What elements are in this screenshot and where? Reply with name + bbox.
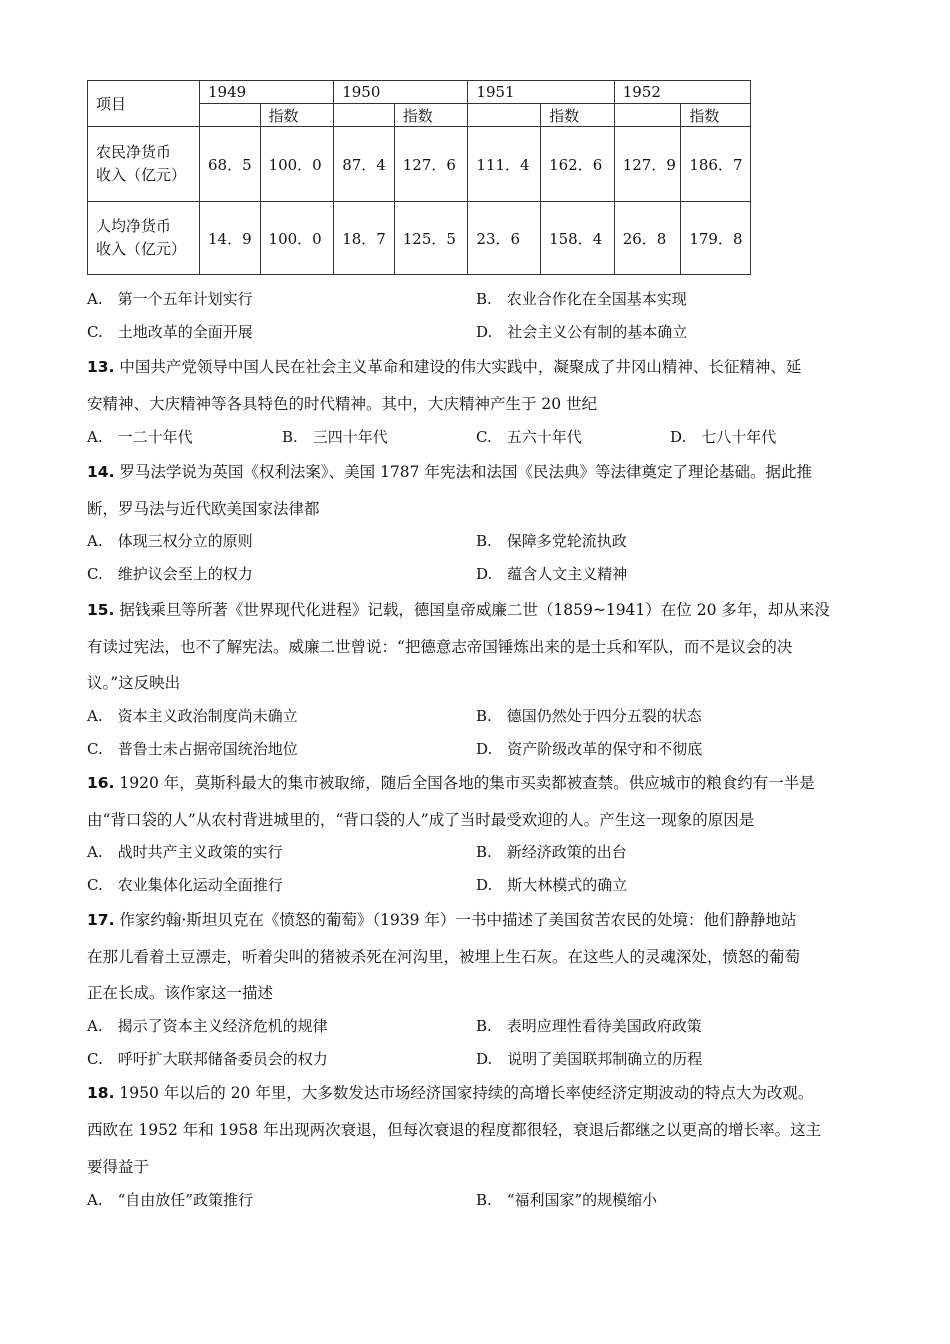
q15-stem-line-3: 议。”这反映出 — [87, 674, 181, 692]
q12-option-c: C. 土地改革的全面开展 — [87, 323, 253, 341]
q15-option-c: C. 普鲁士未占据帝国统治地位 — [87, 740, 298, 758]
q12-option-a: A. 第一个五年计划实行 — [87, 290, 253, 308]
q15-option-b: B. 德国仍然处于四分五裂的状态 — [476, 707, 702, 725]
q12-option-b: B. 农业合作化在全国基本实现 — [476, 290, 687, 308]
index-header: 指数 — [541, 104, 615, 127]
q15-stem-line-1: 15. 据钱乘旦等所著《世界现代化进程》记载，德国皇帝威廉二世（1859~1941）在位 20 多年，却从来没 — [87, 601, 830, 619]
year-1951: 1951 — [468, 81, 614, 104]
q18-option-b: B. “福利国家”的规模缩小 — [476, 1191, 658, 1209]
q17-stem-line-3: 正在长成。该作家这一描述 — [87, 984, 274, 1002]
table-cell: 158．4 — [541, 202, 615, 275]
q17-option-a: A. 揭示了资本主义经济危机的规律 — [87, 1017, 328, 1035]
table-cell: 127．6 — [394, 127, 468, 202]
q13-option-d: D. 七八十年代 — [670, 428, 777, 446]
q14-option-c: C. 维护议会至上的权力 — [87, 565, 253, 583]
header-item: 项目 — [88, 81, 200, 127]
table-cell: 14．9 — [200, 202, 261, 275]
table-cell: 162．6 — [541, 127, 615, 202]
row-label: 人均净货币 收入（亿元） — [88, 202, 200, 275]
q14-option-a: A. 体现三权分立的原则 — [87, 532, 253, 550]
q18-stem-line-2: 西欧在 1952 年和 1958 年出现两次衰退，但每次衰退的程度都很轻，衰退后都继之以更高的增长率。这主 — [87, 1121, 822, 1139]
row-label: 农民净货币 收入（亿元） — [88, 127, 200, 202]
table-cell: 100．0 — [260, 127, 334, 202]
q16-stem-line-2: 由“背口袋的人”从农村背进城里的，“背口袋的人”成了当时最受欢迎的人。产生这一现象的原因是 — [87, 811, 755, 829]
q14-stem-line-1: 14. 罗马法学说为英国《权利法案》、美国 1787 年宪法和法国《民法典》等法律奠定了理论基础。据此推 — [87, 463, 812, 481]
q18-stem-line-1: 18. 1950 年以后的 20 年里，大多数发达市场经济国家持续的高增长率使经济定期波动的特点大为改观。 — [87, 1084, 814, 1102]
q16-option-b: B. 新经济政策的出台 — [476, 843, 627, 861]
q17-option-c: C. 呼吁扩大联邦储备委员会的权力 — [87, 1050, 328, 1068]
q14-option-d: D. 蕴含人文主义精神 — [476, 565, 628, 583]
q15-option-a: A. 资本主义政治制度尚未确立 — [87, 707, 298, 725]
q15-stem-line-2: 有读过宪法，也不了解宪法。威廉二世曾说：“把德意志帝国锤炼出来的是士兵和军队，而不是议会的决 — [87, 638, 793, 656]
table-cell: 23．6 — [468, 202, 541, 275]
table-cell: 26．8 — [614, 202, 681, 275]
q13-option-a: A. 一二十年代 — [87, 428, 193, 446]
table-cell: 111．4 — [468, 127, 541, 202]
q16-option-c: C. 农业集体化运动全面推行 — [87, 876, 283, 894]
q18-option-a: A. “自由放任”政策推行 — [87, 1191, 253, 1209]
q16-option-a: A. 战时共产主义政策的实行 — [87, 843, 283, 861]
q13-option-b: B. 三四十年代 — [282, 428, 388, 446]
table-cell: 179．8 — [681, 202, 751, 275]
year-1952: 1952 — [614, 81, 750, 104]
q13-option-c: C. 五六十年代 — [476, 428, 582, 446]
table-row — [88, 127, 751, 202]
index-header: 指数 — [394, 104, 468, 127]
table-cell: 87．4 — [334, 127, 395, 202]
table-row — [88, 202, 751, 275]
table-cell: 125．5 — [394, 202, 468, 275]
year-1949: 1949 — [200, 81, 334, 104]
index-header: 指数 — [260, 104, 334, 127]
q16-stem-line-1: 16. 1920 年，莫斯科最大的集市被取缔，随后全国各地的集市买卖都被查禁。供应城市的粮食约有一半是 — [87, 774, 815, 792]
table-cell: 127．9 — [614, 127, 681, 202]
income-table — [87, 80, 751, 275]
q12-option-d: D. 社会主义公有制的基本确立 — [476, 323, 688, 341]
q14-option-b: B. 保障多党轮流执政 — [476, 532, 627, 550]
table-cell: 18．7 — [334, 202, 395, 275]
q17-option-b: B. 表明应理性看待美国政府政策 — [476, 1017, 702, 1035]
q17-option-d: D. 说明了美国联邦制确立的历程 — [476, 1050, 703, 1068]
q13-stem-line-2: 安精神、大庆精神等各具特色的时代精神。其中，大庆精神产生于 20 世纪 — [87, 395, 598, 413]
index-header: 指数 — [681, 104, 751, 127]
table-cell: 68．5 — [200, 127, 261, 202]
q17-stem-line-1: 17. 作家约翰·斯坦贝克在《愤怒的葡萄》（1939 年）一书中描述了美国贫苦农民的处境：他们静静地站 — [87, 911, 797, 929]
q13-stem-line-1: 13. 中国共产党领导中国人民在社会主义革命和建设的伟大实践中，凝聚成了井冈山精神、长征精神、延 — [87, 358, 802, 376]
q16-option-d: D. 斯大林模式的确立 — [476, 876, 628, 894]
table-cell: 186．7 — [681, 127, 751, 202]
year-1950: 1950 — [334, 81, 468, 104]
q18-stem-line-3: 要得益于 — [87, 1158, 150, 1176]
q15-option-d: D. 资产阶级改革的保守和不彻底 — [476, 740, 703, 758]
q17-stem-line-2: 在那儿看着土豆漂走，听着尖叫的猪被杀死在河沟里，被埋上生石灰。在这些人的灵魂深处，愤怒的葡萄 — [87, 948, 801, 966]
q14-stem-line-2: 断，罗马法与近代欧美国家法律都 — [87, 500, 320, 518]
table-cell: 100．0 — [260, 202, 334, 275]
